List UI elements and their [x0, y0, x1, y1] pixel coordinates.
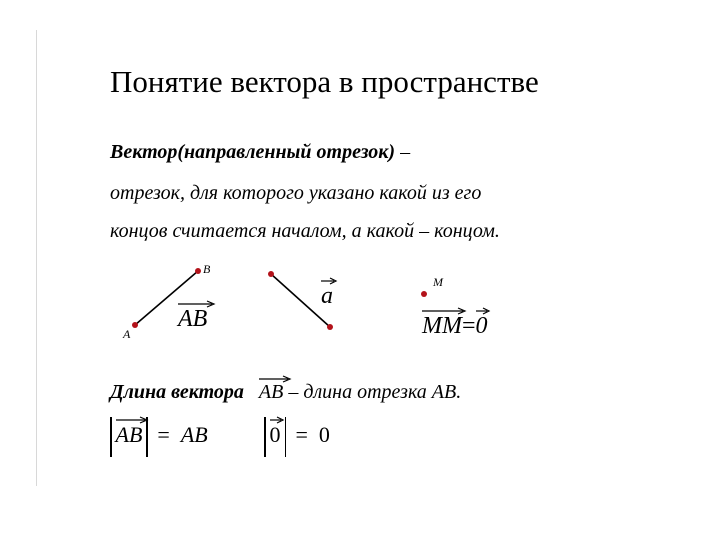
point-a-end: [327, 324, 333, 330]
length-definition: [110, 381, 461, 404]
point-m: [421, 291, 427, 297]
formula-ab-inside: AB: [115, 422, 143, 448]
vector-mm-notation: [422, 313, 462, 340]
vector-a-label: [321, 283, 333, 310]
formula-ab-rhs: AB: [180, 422, 208, 448]
vector-arrow-icon: [422, 307, 466, 315]
vector-arrow-icon: [116, 416, 148, 424]
length-formula-ab: [106, 417, 208, 457]
formula-zero-eq: =: [295, 422, 308, 448]
vector-mm-eq: =: [461, 313, 476, 339]
point-a: [132, 322, 138, 328]
vector-mm-equation: [422, 313, 488, 340]
vector-ab-notation: [178, 306, 207, 333]
length-formula-zero: [260, 417, 330, 457]
vector-arrow-icon: [178, 300, 216, 308]
definition-line-1: отрезок, для которого указано какой из его: [110, 182, 482, 204]
zero-vector-notation: [476, 313, 488, 340]
length-rest: – длина отрезка AB.: [288, 381, 462, 403]
label-b-point: B: [203, 262, 211, 276]
abs-bar-left: [110, 417, 112, 457]
slide-title: Понятие вектора в пространстве: [110, 64, 539, 99]
formula-zero-rhs: 0: [318, 422, 330, 448]
vector-arrow-icon: [259, 375, 291, 383]
vector-arrow-icon: [270, 416, 284, 424]
vector-a-notation: [321, 283, 333, 310]
zero-vector-text: 0: [475, 313, 488, 339]
abs-bar-right: [285, 417, 287, 457]
length-vector-text: AB: [258, 381, 284, 403]
vector-a-text: a: [321, 283, 333, 309]
vector-ab-label: [178, 306, 207, 333]
point-a-start: [268, 271, 274, 277]
definition-dash: –: [395, 141, 411, 163]
length-vector-notation: [259, 381, 283, 404]
formula-ab-notation: [116, 422, 143, 448]
formula-ab-eq: =: [157, 422, 170, 448]
formula-zero-notation: [270, 422, 281, 448]
vector-arrow-icon: [321, 277, 337, 285]
vector-ab-text: AB: [178, 306, 208, 332]
vector-arrow-icon: [476, 307, 490, 315]
abs-bar-left: [264, 417, 266, 457]
formula-zero-inside: 0: [269, 422, 281, 448]
point-b: [195, 268, 201, 274]
definition-term: Вектор(направленный отрезок): [110, 141, 396, 163]
length-label: Длина вектора: [110, 381, 244, 403]
definition-line-2: концов считается началом, а какой – концом.: [110, 220, 500, 242]
vector-mm-text: MM: [422, 313, 462, 339]
label-m-point: M: [433, 275, 443, 289]
label-a-point: A: [123, 327, 131, 341]
